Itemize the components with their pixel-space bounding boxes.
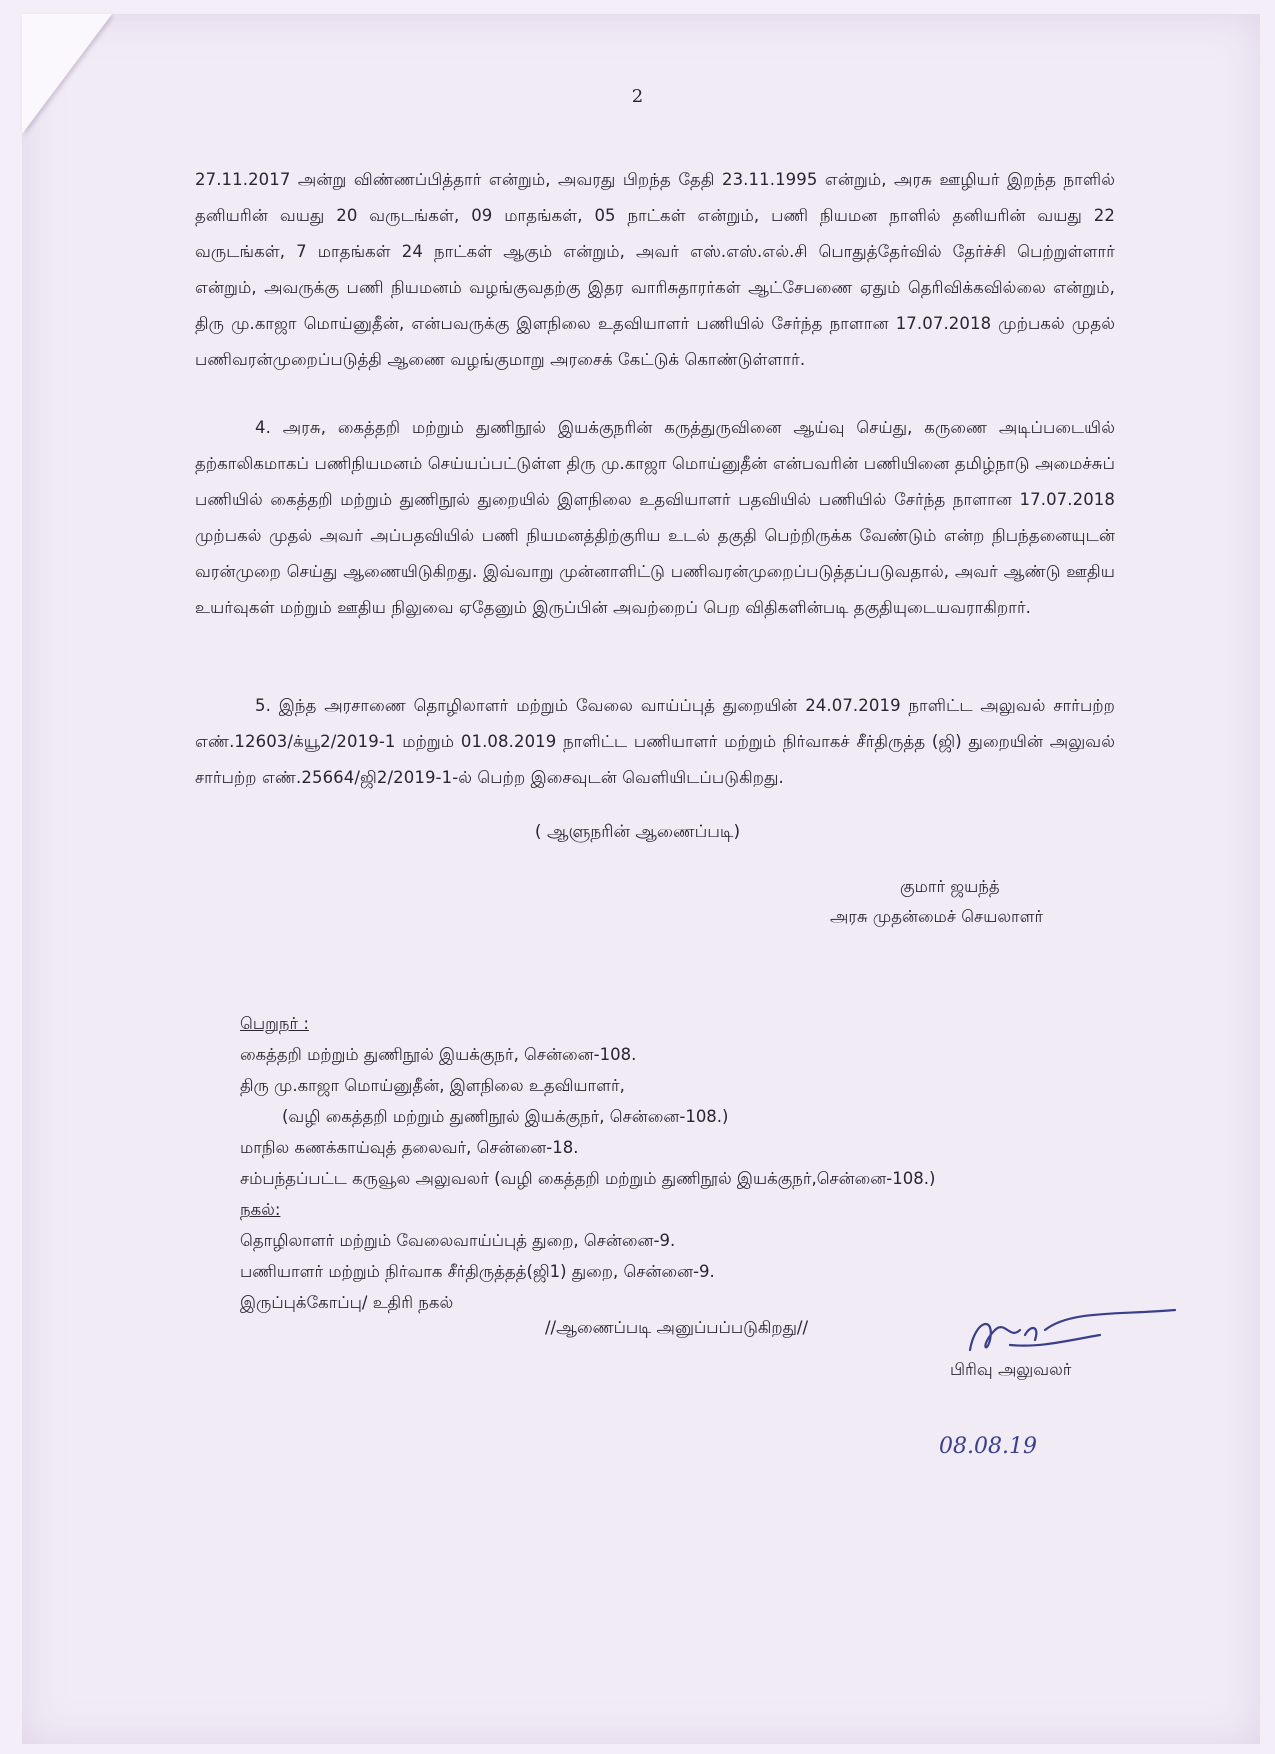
recipient-item: (வழி கைத்தறி மற்றும் துணிநூல் இயக்குநர், சென்னை-108.) bbox=[282, 1107, 729, 1126]
copy-item: இருப்புக்கோப்பு/ உதிரி நகல் bbox=[240, 1293, 454, 1312]
paragraph-5 bbox=[195, 688, 1115, 796]
paragraph-4-text bbox=[195, 410, 1115, 626]
handwritten-date-text: 08.08.19 bbox=[939, 1434, 1037, 1459]
signatory-title: அரசு முதன்மைச் செயலாளர் bbox=[830, 907, 1044, 926]
paragraph-4 bbox=[195, 410, 1115, 626]
forwarded-by-order: //ஆணைப்படி அனுப்பப்படுகிறது// bbox=[545, 1318, 809, 1337]
signatory-name: குமார் ஜயந்த் bbox=[900, 877, 1000, 896]
paragraph-5-text bbox=[195, 688, 1115, 796]
distribution-list bbox=[240, 1008, 1140, 1318]
recipient-item: மாநில கணக்காய்வுத் தலைவர், சென்னை-18. bbox=[240, 1138, 579, 1157]
recipients-heading: பெறுநர் : bbox=[240, 1014, 309, 1033]
page-number: 2 bbox=[631, 86, 644, 107]
paragraph-4-body: 4. அரசு, கைத்தறி மற்றும் துணிநூல் இயக்குநரின் கருத்துருவினை ஆய்வு செய்து, கருணை அடிப்படையில் தற்காலிகமாகப் பணிநியமனம் செய்யப்பட்டுள்ள திரு மு.காஜா மொய்னுதீன் என்பவரின் பணியினை தமிழ்நாடு அமைச்சுப் பணியில் கைத்தறி மற்றும் துணிநூல் துறையில் இளநிலை உதவியாளர் பதவியில் பணியில் சேர்ந்த நாளான 17.07.2018 முற்பகல் முதல் அவர் அப்பதவியில் பணி நியமனத்திற்குரிய உடல் தகுதி பெற்றிருக்க வேண்டும் என்ற நிபந்தனையுடன் வரன்முறை செய்து ஆணையிடுகிறது. இவ்வாறு முன்னாளிட்டு பணிவரன்முறைப்படுத்தப்படுவதால், அவர் ஆண்டு ஊதிய உயர்வுகள் மற்றும் ஊதிய நிலுவை ஏதேனும் இருப்பின் அவற்றைப் பெற விதிகளின்படி தகுதியுடையவராகிறார். bbox=[195, 418, 1115, 617]
governor-order-line: ( ஆளுநரின் ஆணைப்படி) bbox=[534, 822, 741, 842]
copy-item: தொழிலாளர் மற்றும் வேலைவாய்ப்புத் துறை, சென்னை-9. bbox=[240, 1231, 676, 1250]
copy-item: பணியாளர் மற்றும் நிர்வாக சீர்திருத்தத்(ஜி1) துறை, சென்னை-9. bbox=[240, 1262, 715, 1281]
section-officer-title: பிரிவு அலுவலர் bbox=[950, 1360, 1072, 1379]
signatory-block bbox=[830, 872, 1130, 932]
copy-heading: நகல்: bbox=[240, 1200, 281, 1219]
paragraph-3 bbox=[195, 162, 1115, 378]
paragraph-5-body: 5. இந்த அரசாணை தொழிலாளர் மற்றும் வேலை வாய்ப்புத் துறையின் 24.07.2019 நாளிட்ட அலுவல் சார்பற்ற எண்.12603/க்யூ2/2019-1 மற்றும் 01.08.2019 நாளிட்ட பணியாளர் மற்றும் நிர்வாகச் சீர்திருத்த (ஜி) துறையின் அலுவல் சார்பற்ற எண்.25664/ஜி2/2019-1-ல் பெற்ற இசைவுடன் வெளியிடப்படுகிறது. bbox=[195, 696, 1115, 787]
recipient-item: திரு மு.காஜா மொய்னுதீன், இளநிலை உதவியாளர், bbox=[240, 1076, 625, 1095]
recipient-item: கைத்தறி மற்றும் துணிநூல் இயக்குநர், சென்னை-108. bbox=[240, 1045, 637, 1064]
paragraph-3-text: 27.11.2017 அன்று விண்ணப்பித்தார் என்றும், அவரது பிறந்த தேதி 23.11.1995 என்றும், அரசு ஊழியர் இறந்த நாளில் தனியரின் வயது 20 வருடங்கள், 09 மாதங்கள், 05 நாட்கள் என்றும், பணி நியமன நாளில் தனியரின் வயது 22 வருடங்கள், 7 மாதங்கள் 24 நாட்கள் ஆகும் என்றும், அவர் எஸ்.எஸ்.எல்.சி பொதுத்தேர்வில் தேர்ச்சி பெற்றுள்ளார் என்றும், அவருக்கு பணி நியமனம் வழங்குவதற்கு இதர வாரிசுதாரர்கள் ஆட்சேபணை ஏதும் தெரிவிக்கவில்லை என்றும், திரு மு.காஜா மொய்னுதீன், என்பவருக்கு இளநிலை உதவியாளர் பணியில் சேர்ந்த நாளான 17.07.2018 முற்பகல் முதல் பணிவரன்முறைப்படுத்தி ஆணை வழங்குமாறு அரசைக் கேட்டுக் கொண்டுள்ளார். bbox=[195, 170, 1115, 369]
handwritten-date bbox=[935, 1395, 1075, 1465]
recipient-item: சம்பந்தப்பட்ட கருவூல அலுவலர் (வழி கைத்தறி மற்றும் துணிநூல் இயக்குநர்,சென்னை-108.) bbox=[240, 1169, 936, 1188]
folded-corner bbox=[22, 14, 112, 134]
